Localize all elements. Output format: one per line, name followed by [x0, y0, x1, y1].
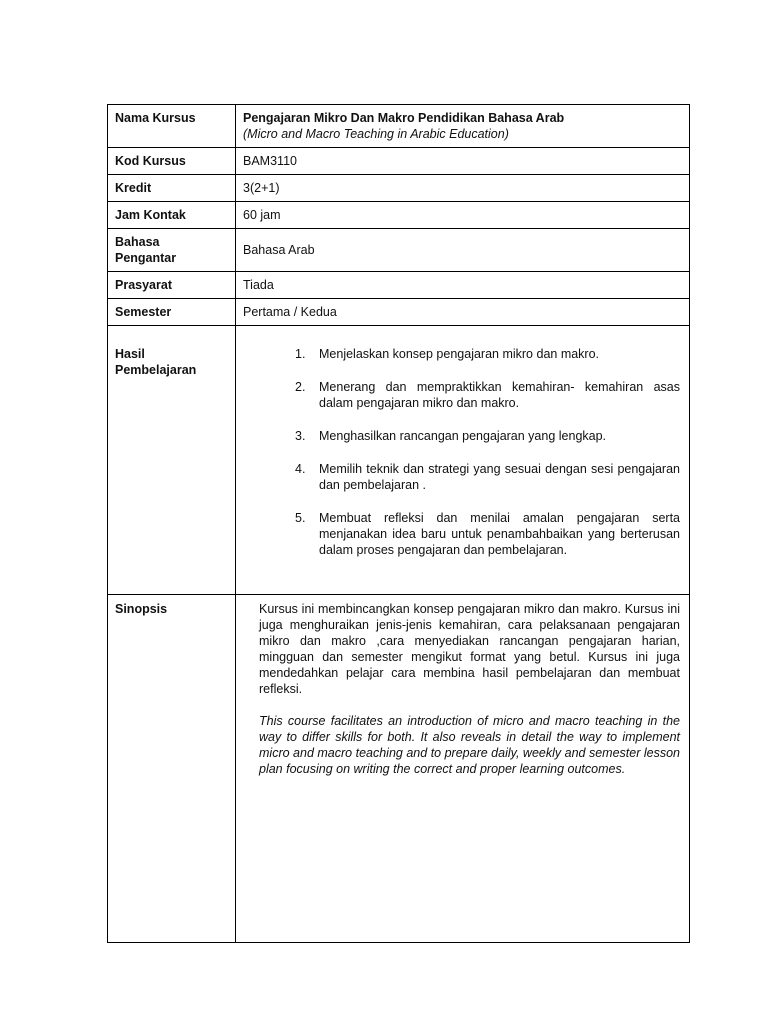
learning-outcomes-label-line-1: Hasil: [115, 347, 145, 361]
contact-hours-row: [108, 202, 690, 229]
outcome-item: [295, 346, 682, 362]
contact-hours-label: Jam Kontak: [108, 202, 236, 229]
course-name-english: (Micro and Macro Teaching in Arabic Education): [243, 127, 509, 141]
language-row: [108, 229, 690, 272]
learning-outcomes-label-line-2: Pembelajaran: [115, 363, 197, 377]
synopsis-body: [243, 601, 682, 777]
language-label-line-2: Pengantar: [115, 251, 177, 265]
course-name-row: [108, 105, 690, 148]
course-name-malay: Pengajaran Mikro Dan Makro Pendidikan Bahasa Arab: [243, 111, 565, 125]
language-label: [108, 229, 236, 272]
synopsis-row: [108, 595, 690, 943]
synopsis-malay: Kursus ini membincangkan konsep pengajaran mikro dan makro. Kursus ini juga menghuraikan jenis-jenis kemahiran, cara pelaksanaan pengajaran mikro dan makro ,cara menyediakan rancangan pengajaran harian, mingguan dan semester mengikut format yang betul. Kursus ini juga mendedahkan pelajar cara membina hasil pembelajaran dan membuat refleksi.: [259, 602, 680, 696]
course-name-value: [236, 105, 690, 148]
semester-row: [108, 299, 690, 326]
credit-label: Kredit: [108, 175, 236, 202]
synopsis-english: This course facilitates an introduction of micro and macro teaching in the way to differ skills for both. It also reveals in detail the way to implement micro and macro teaching and to prepare daily, weekly and semester lesson plan focusing on writing the correct and proper learning outcomes.: [259, 714, 680, 776]
course-code-row: [108, 148, 690, 175]
prerequisite-label: Prasyarat: [108, 272, 236, 299]
outcome-text: Menjelaskan konsep pengajaran mikro dan makro.: [319, 347, 600, 361]
learning-outcomes-row: [108, 326, 690, 595]
learning-outcomes-value: [236, 326, 690, 595]
contact-hours-value: 60 jam: [236, 202, 690, 229]
course-name-label: Nama Kursus: [108, 105, 236, 148]
outcome-text: Menerang dan mempraktikkan kemahiran- kemahiran asas dalam pengajaran mikro dan makro.: [319, 380, 680, 410]
semester-value: Pertama / Kedua: [236, 299, 690, 326]
outcome-item: [295, 428, 682, 444]
synopsis-label: Sinopsis: [108, 595, 236, 943]
prerequisite-row: [108, 272, 690, 299]
outcome-number: 3.: [295, 429, 306, 443]
outcome-number: 2.: [295, 380, 306, 394]
course-code-label: Kod Kursus: [108, 148, 236, 175]
course-code-value: BAM3110: [236, 148, 690, 175]
credit-row: [108, 175, 690, 202]
language-value: Bahasa Arab: [236, 229, 690, 272]
course-info-table: [107, 104, 690, 943]
outcome-number: 4.: [295, 462, 306, 476]
synopsis-value: [236, 595, 690, 943]
language-label-line-1: Bahasa: [115, 235, 160, 249]
learning-outcomes-list: [243, 346, 682, 558]
outcome-text: Memilih teknik dan strategi yang sesuai dengan sesi pengajaran dan pembelajaran .: [319, 462, 680, 492]
outcome-text: Membuat refleksi dan menilai amalan pengajaran serta menjanakan idea baru untuk penambahbaikan yang berterusan dalam proses pengajaran dan pembelajaran.: [319, 511, 680, 557]
outcome-text: Menghasilkan rancangan pengajaran yang lengkap.: [319, 429, 607, 443]
prerequisite-value: Tiada: [236, 272, 690, 299]
outcome-number: 1.: [295, 347, 306, 361]
credit-value: 3(2+1): [236, 175, 690, 202]
outcome-item: [295, 461, 682, 493]
outcome-item: [295, 379, 682, 411]
semester-label: Semester: [108, 299, 236, 326]
outcome-number: 5.: [295, 511, 306, 525]
learning-outcomes-label: [108, 326, 236, 595]
outcome-item: [295, 510, 682, 558]
